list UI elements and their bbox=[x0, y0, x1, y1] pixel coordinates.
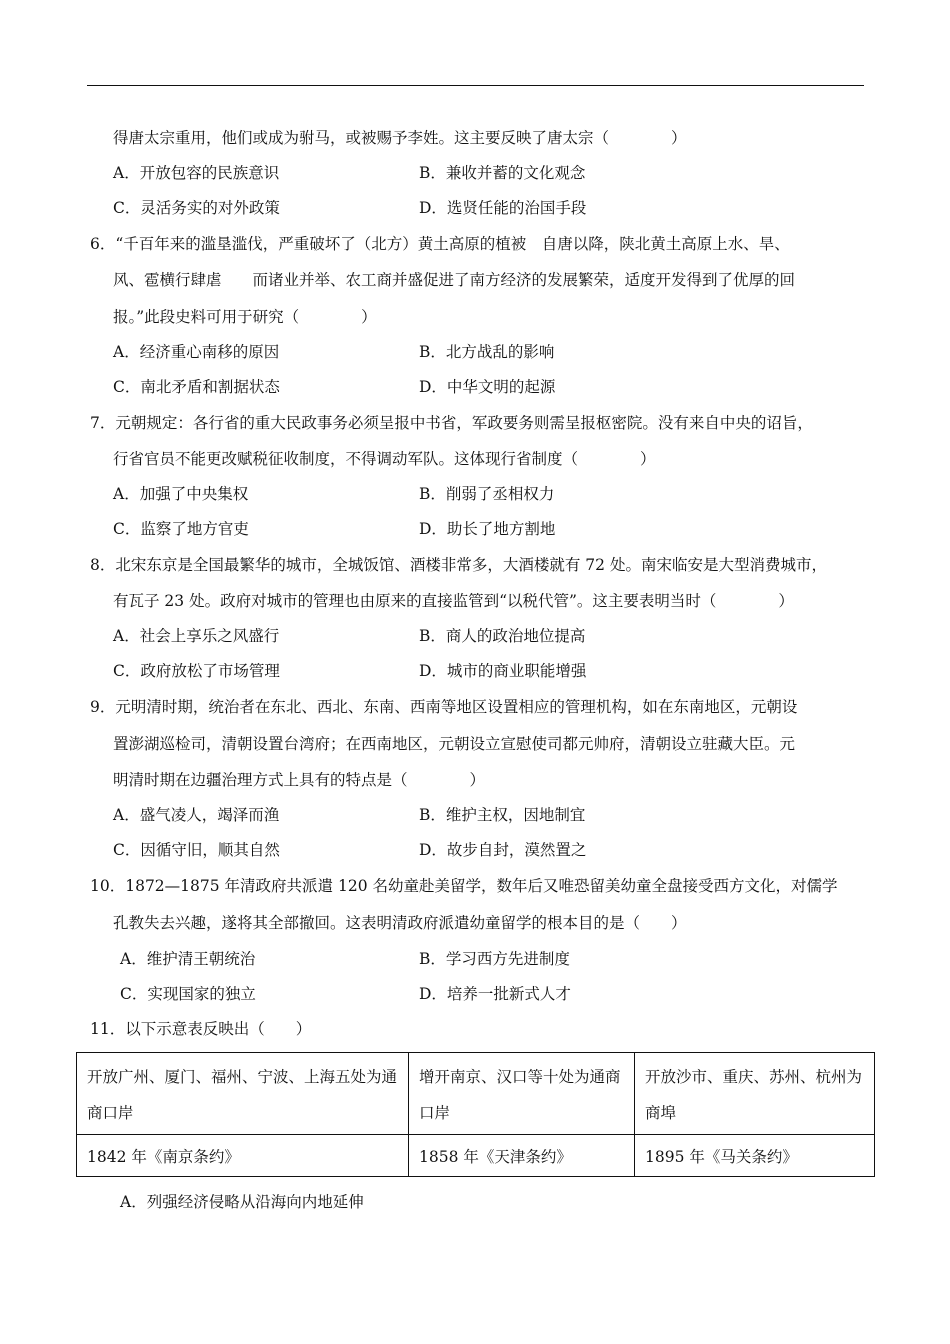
q8-option-d: D．城市的商业职能增强 bbox=[419, 662, 587, 680]
q9-stem-line1: 9．元明清时期，统治者在东北、西北、东南、西南等地区设置相应的管理机构，如在东南地区，元朝设 bbox=[90, 698, 798, 716]
q11-option-a: A．列强经济侵略从沿海向内地延伸 bbox=[120, 1193, 364, 1211]
q6-option-c: C．南北矛盾和割据状态 bbox=[113, 378, 280, 396]
q8-stem-line1: 8．北宋东京是全国最繁华的城市，全城饭馆、酒楼非常多，大酒楼就有 72 处。南宋临安是大型消费城市， bbox=[90, 556, 827, 574]
table-cell: 增开南京、汉口等十处为通商口岸 bbox=[409, 1053, 635, 1135]
q10-stem-line1: 10．1872—1875 年清政府共派遣 120 名幼童赴美留学，数年后又唯恐留美幼童全盘接受西方文化，对儒学 bbox=[90, 877, 838, 895]
table-cell: 1895 年《马关条约》 bbox=[635, 1135, 875, 1177]
q8-option-c: C．政府放松了市场管理 bbox=[113, 662, 280, 680]
table-cell: 开放广州、厦门、福州、宁波、上海五处为通商口岸 bbox=[77, 1053, 409, 1135]
q7-option-c: C．监察了地方官吏 bbox=[113, 520, 249, 538]
q5-option-d: D．选贤任能的治国手段 bbox=[419, 199, 587, 217]
q6-option-d: D．中华文明的起源 bbox=[419, 378, 556, 396]
treaty-table bbox=[76, 1052, 875, 1177]
q8-stem-line2: 有瓦子 23 处。政府对城市的管理也由原来的直接监管到“以税代管”。这主要表明当时（ ） bbox=[113, 592, 794, 610]
q10-option-a: A．维护清王朝统治 bbox=[120, 950, 256, 968]
q6-option-b: B．北方战乱的影响 bbox=[419, 343, 555, 361]
q6-option-a: A．经济重心南移的原因 bbox=[113, 343, 280, 361]
q10-option-c: C．实现国家的独立 bbox=[120, 985, 256, 1003]
q5-stem-tail: 得唐太宗重用，他们或成为驸马，或被赐予李姓。这主要反映了唐太宗（ ） bbox=[113, 129, 687, 147]
q7-stem-line2: 行省官员不能更改赋税征收制度，不得调动军队。这体现行省制度（ ） bbox=[113, 450, 656, 468]
q10-stem-line2: 孔教失去兴趣，遂将其全部撤回。这表明清政府派遣幼童留学的根本目的是（ ） bbox=[113, 914, 687, 932]
q5-option-a: A．开放包容的民族意识 bbox=[113, 164, 280, 182]
q11-stem: 11．以下示意表反映出（ ） bbox=[90, 1020, 312, 1038]
table-row bbox=[77, 1135, 875, 1177]
header-rule bbox=[87, 85, 864, 86]
q10-option-b: B．学习西方先进制度 bbox=[419, 950, 570, 968]
table-row bbox=[77, 1053, 875, 1135]
q9-option-c: C．因循守旧，顺其自然 bbox=[113, 841, 280, 859]
q9-stem-line3: 明清时期在边疆治理方式上具有的特点是（ ） bbox=[113, 771, 486, 789]
q7-option-d: D．助长了地方割地 bbox=[419, 520, 556, 538]
q9-option-d: D．故步自封，漠然置之 bbox=[419, 841, 587, 859]
q6-stem-line1: 6．“千百年来的滥垦滥伐，严重破坏了（北方）黄土高原的植被 自唐以降，陕北黄土高原上水、旱、 bbox=[90, 235, 790, 253]
q7-option-b: B．削弱了丞相权力 bbox=[419, 485, 555, 503]
q9-option-a: A．盛气凌人，竭泽而渔 bbox=[113, 806, 280, 824]
q5-option-c: C．灵活务实的对外政策 bbox=[113, 199, 280, 217]
table-cell: 1842 年《南京条约》 bbox=[77, 1135, 409, 1177]
q9-stem-line2: 置澎湖巡检司，清朝设置台湾府；在西南地区，元朝设立宣慰使司都元帅府，清朝设立驻藏大臣。元 bbox=[113, 735, 796, 753]
table-cell: 1858 年《天津条约》 bbox=[409, 1135, 635, 1177]
q8-option-b: B．商人的政治地位提高 bbox=[419, 627, 586, 645]
q10-option-d: D．培养一批新式人才 bbox=[419, 985, 571, 1003]
q8-option-a: A．社会上享乐之风盛行 bbox=[113, 627, 280, 645]
q7-stem-line1: 7．元朝规定：各行省的重大民政事务必须呈报中书省，军政要务则需呈报枢密院。没有来自中央的诏旨， bbox=[90, 414, 813, 432]
q9-option-b: B．维护主权，因地制宜 bbox=[419, 806, 586, 824]
q6-stem-line3: 报。”此段史料可用于研究（ ） bbox=[113, 308, 377, 326]
q6-stem-line2: 风、雹横行肆虐 而诸业并举、农工商并盛促进了南方经济的发展繁荣，适度开发得到了优厚的回 bbox=[113, 271, 796, 289]
q5-option-b: B．兼收并蓄的文化观念 bbox=[419, 164, 586, 182]
table-cell: 开放沙市、重庆、苏州、杭州为商埠 bbox=[635, 1053, 875, 1135]
q7-option-a: A．加强了中央集权 bbox=[113, 485, 249, 503]
